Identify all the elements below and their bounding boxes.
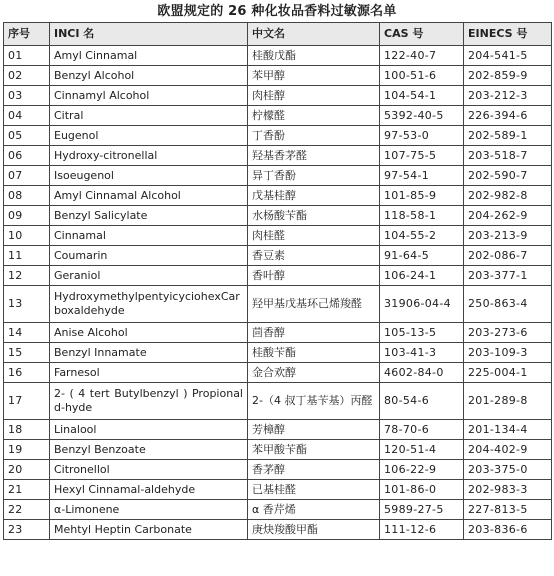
cell-chinese-name: 已基桂醛	[248, 480, 380, 500]
cell-inci-name: Linalool	[50, 420, 248, 440]
header-chinese-name: 中文名	[248, 23, 380, 46]
cell-no: 22	[4, 500, 50, 520]
cell-chinese-name: 肉桂醛	[248, 226, 380, 246]
cell-cas: 4602-84-0	[380, 363, 464, 383]
cell-chinese-name: 戊基桂醇	[248, 186, 380, 206]
table-row	[4, 500, 552, 520]
cell-cas: 31906-04-4	[380, 286, 464, 323]
cell-chinese-name: 异丁香酚	[248, 166, 380, 186]
cell-einecs: 203-109-3	[464, 343, 552, 363]
cell-einecs: 204-541-5	[464, 46, 552, 66]
table-row	[4, 480, 552, 500]
cell-inci-name: Benzyl Salicylate	[50, 206, 248, 226]
cell-no: 08	[4, 186, 50, 206]
cell-cas: 80-54-6	[380, 383, 464, 420]
cell-no: 23	[4, 520, 50, 540]
cell-cas: 97-54-1	[380, 166, 464, 186]
cell-inci-name: α-Limonene	[50, 500, 248, 520]
cell-einecs: 203-518-7	[464, 146, 552, 166]
cell-inci-name: 2- ( 4 tert Butylbenzyl ) Propionald-hyde	[50, 383, 248, 420]
cell-cas: 106-22-9	[380, 460, 464, 480]
cell-no: 19	[4, 440, 50, 460]
cell-cas: 5989-27-5	[380, 500, 464, 520]
cell-cas: 103-41-3	[380, 343, 464, 363]
allergen-table	[3, 22, 552, 540]
cell-einecs: 227-813-5	[464, 500, 552, 520]
cell-einecs: 202-590-7	[464, 166, 552, 186]
cell-cas: 118-58-1	[380, 206, 464, 226]
cell-no: 13	[4, 286, 50, 323]
table-row	[4, 520, 552, 540]
table-body	[4, 46, 552, 540]
table-row	[4, 186, 552, 206]
cell-inci-name: Anise Alcohol	[50, 323, 248, 343]
cell-inci-name: Cinnamal	[50, 226, 248, 246]
cell-inci-name: Hydroxy-citronellal	[50, 146, 248, 166]
table-row	[4, 383, 552, 420]
table-row	[4, 323, 552, 343]
cell-inci-name: Eugenol	[50, 126, 248, 146]
cell-chinese-name: 香叶醇	[248, 266, 380, 286]
cell-cas: 104-55-2	[380, 226, 464, 246]
cell-cas: 107-75-5	[380, 146, 464, 166]
cell-cas: 101-85-9	[380, 186, 464, 206]
table-row	[4, 66, 552, 86]
table-row	[4, 440, 552, 460]
cell-inci-name: Geraniol	[50, 266, 248, 286]
table-row	[4, 363, 552, 383]
cell-inci-name: Cinnamyl Alcohol	[50, 86, 248, 106]
table-row	[4, 343, 552, 363]
table-row	[4, 266, 552, 286]
cell-inci-name: Amyl Cinnamal Alcohol	[50, 186, 248, 206]
table-row	[4, 146, 552, 166]
cell-cas: 100-51-6	[380, 66, 464, 86]
cell-chinese-name: 苯甲酸苄酯	[248, 440, 380, 460]
table-row	[4, 460, 552, 480]
cell-inci-name: Citronellol	[50, 460, 248, 480]
cell-inci-name: Benzyl Innamate	[50, 343, 248, 363]
cell-cas: 111-12-6	[380, 520, 464, 540]
cell-chinese-name: 茴香醇	[248, 323, 380, 343]
cell-einecs: 204-402-9	[464, 440, 552, 460]
table-header-row	[4, 23, 552, 46]
cell-einecs: 250-863-4	[464, 286, 552, 323]
cell-cas: 5392-40-5	[380, 106, 464, 126]
cell-einecs: 201-289-8	[464, 383, 552, 420]
cell-chinese-name: 桂酸苄酯	[248, 343, 380, 363]
cell-chinese-name: 庚炔羧酸甲酯	[248, 520, 380, 540]
cell-chinese-name: 香豆素	[248, 246, 380, 266]
cell-einecs: 203-213-9	[464, 226, 552, 246]
cell-inci-name: Farnesol	[50, 363, 248, 383]
table-row	[4, 46, 552, 66]
cell-cas: 104-54-1	[380, 86, 464, 106]
cell-chinese-name: 肉桂醇	[248, 86, 380, 106]
cell-cas: 105-13-5	[380, 323, 464, 343]
cell-chinese-name: 金合欢醇	[248, 363, 380, 383]
table-row	[4, 420, 552, 440]
cell-no: 09	[4, 206, 50, 226]
table-row	[4, 226, 552, 246]
cell-no: 14	[4, 323, 50, 343]
cell-chinese-name: 2-（4 叔丁基苄基）丙醛	[248, 383, 380, 420]
cell-einecs: 202-086-7	[464, 246, 552, 266]
cell-cas: 106-24-1	[380, 266, 464, 286]
cell-no: 17	[4, 383, 50, 420]
cell-chinese-name: 芳樟醇	[248, 420, 380, 440]
cell-no: 21	[4, 480, 50, 500]
cell-einecs: 203-212-3	[464, 86, 552, 106]
cell-einecs: 204-262-9	[464, 206, 552, 226]
cell-chinese-name: 苯甲醇	[248, 66, 380, 86]
table-row	[4, 246, 552, 266]
cell-no: 07	[4, 166, 50, 186]
header-cas: CAS 号	[380, 23, 464, 46]
cell-cas: 120-51-4	[380, 440, 464, 460]
cell-chinese-name: α 香芹烯	[248, 500, 380, 520]
cell-cas: 78-70-6	[380, 420, 464, 440]
cell-chinese-name: 丁香酚	[248, 126, 380, 146]
cell-no: 15	[4, 343, 50, 363]
cell-cas: 91-64-5	[380, 246, 464, 266]
cell-no: 16	[4, 363, 50, 383]
cell-chinese-name: 香茅醇	[248, 460, 380, 480]
cell-chinese-name: 羟基香茅醛	[248, 146, 380, 166]
cell-no: 03	[4, 86, 50, 106]
cell-inci-name: Coumarin	[50, 246, 248, 266]
table-row	[4, 166, 552, 186]
cell-einecs: 202-983-3	[464, 480, 552, 500]
header-no: 序号	[4, 23, 50, 46]
cell-einecs: 203-273-6	[464, 323, 552, 343]
cell-inci-name: Hexyl Cinnamal-aldehyde	[50, 480, 248, 500]
cell-inci-name: HydroxymethylpentyicyciohexCarboxaldehyde	[50, 286, 248, 323]
cell-no: 11	[4, 246, 50, 266]
cell-einecs: 203-836-6	[464, 520, 552, 540]
cell-inci-name: Isoeugenol	[50, 166, 248, 186]
table-row	[4, 286, 552, 323]
header-inci: INCI 名	[50, 23, 248, 46]
cell-cas: 101-86-0	[380, 480, 464, 500]
table-row	[4, 86, 552, 106]
cell-no: 01	[4, 46, 50, 66]
cell-no: 02	[4, 66, 50, 86]
cell-no: 06	[4, 146, 50, 166]
cell-no: 10	[4, 226, 50, 246]
cell-einecs: 202-589-1	[464, 126, 552, 146]
cell-cas: 122-40-7	[380, 46, 464, 66]
cell-einecs: 201-134-4	[464, 420, 552, 440]
cell-inci-name: Benzyl Alcohol	[50, 66, 248, 86]
cell-chinese-name: 柠檬醛	[248, 106, 380, 126]
cell-einecs: 203-375-0	[464, 460, 552, 480]
cell-einecs: 202-859-9	[464, 66, 552, 86]
cell-no: 12	[4, 266, 50, 286]
cell-cas: 97-53-0	[380, 126, 464, 146]
header-einecs: EINECS 号	[464, 23, 552, 46]
cell-inci-name: Citral	[50, 106, 248, 126]
table-row	[4, 126, 552, 146]
table-row	[4, 206, 552, 226]
cell-no: 04	[4, 106, 50, 126]
cell-einecs: 225-004-1	[464, 363, 552, 383]
cell-einecs: 203-377-1	[464, 266, 552, 286]
cell-no: 20	[4, 460, 50, 480]
cell-no: 18	[4, 420, 50, 440]
cell-einecs: 226-394-6	[464, 106, 552, 126]
cell-chinese-name: 水杨酸苄酯	[248, 206, 380, 226]
table-row	[4, 106, 552, 126]
cell-inci-name: Benzyl Benzoate	[50, 440, 248, 460]
cell-chinese-name: 羟甲基戊基环己烯羧醛	[248, 286, 380, 323]
cell-einecs: 202-982-8	[464, 186, 552, 206]
cell-inci-name: Mehtyl Heptin Carbonate	[50, 520, 248, 540]
cell-no: 05	[4, 126, 50, 146]
cell-chinese-name: 桂酸戊酯	[248, 46, 380, 66]
document-title: 欧盟规定的 26 种化妆品香料过敏源名单	[157, 4, 397, 19]
cell-inci-name: Amyl Cinnamal	[50, 46, 248, 66]
